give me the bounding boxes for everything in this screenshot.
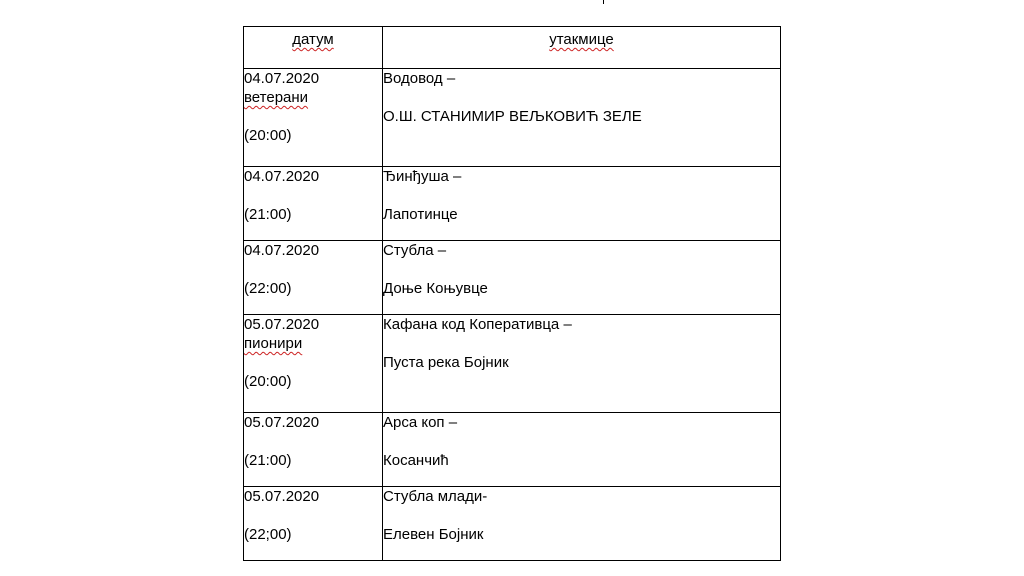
match-time: (20:00) [244, 127, 292, 144]
table-row [244, 167, 781, 241]
away-team: Доње Коњувце [383, 280, 488, 297]
table-row [244, 69, 781, 167]
away-team: Лапотинце [383, 206, 458, 223]
match-date: 05.07.2020 [244, 414, 320, 431]
table-row [244, 487, 781, 561]
match-cell [383, 167, 781, 241]
away-team: О.Ш. СТАНИМИР ВЕЉКОВИЋ ЗЕЛЕ [383, 108, 642, 125]
home-team: Ђинђуша – [383, 168, 462, 185]
home-team: Стубла млади- [383, 488, 488, 505]
date-cell [244, 167, 383, 241]
home-team: Стубла – [383, 242, 447, 259]
date-cell [244, 315, 383, 413]
match-schedule-table [243, 26, 781, 561]
match-time: (20:00) [244, 373, 292, 390]
table-row [244, 413, 781, 487]
away-team: Пуста река Бојник [383, 354, 509, 371]
match-cell [383, 241, 781, 315]
match-time: (22;00) [244, 526, 292, 543]
match-date: 05.07.2020 [244, 316, 320, 333]
away-team: Елевен Бојник [383, 526, 484, 543]
home-team: Кафана код Коперативца – [383, 316, 572, 333]
page-edge-mark [603, 0, 604, 4]
date-cell [244, 487, 383, 561]
header-matches: утакмице [383, 27, 781, 69]
match-date: 04.07.2020 [244, 70, 320, 87]
date-cell [244, 69, 383, 167]
match-cell [383, 315, 781, 413]
match-cell [383, 69, 781, 167]
match-time: (21:00) [244, 452, 292, 469]
match-cell [383, 487, 781, 561]
away-team: Косанчић [383, 452, 449, 469]
table-header-row [244, 27, 781, 69]
match-date: 05.07.2020 [244, 488, 320, 505]
match-cell [383, 413, 781, 487]
match-date: 04.07.2020 [244, 168, 320, 185]
age-category: ветерани [244, 89, 309, 106]
table-row [244, 315, 781, 413]
home-team: Водовод – [383, 70, 456, 87]
date-cell [244, 413, 383, 487]
match-time: (22:00) [244, 280, 292, 297]
date-cell [244, 241, 383, 315]
match-time: (21:00) [244, 206, 292, 223]
home-team: Арса коп – [383, 414, 458, 431]
age-category: пионири [244, 335, 303, 352]
match-date: 04.07.2020 [244, 242, 320, 259]
table-row [244, 241, 781, 315]
header-date: датум [244, 27, 383, 69]
